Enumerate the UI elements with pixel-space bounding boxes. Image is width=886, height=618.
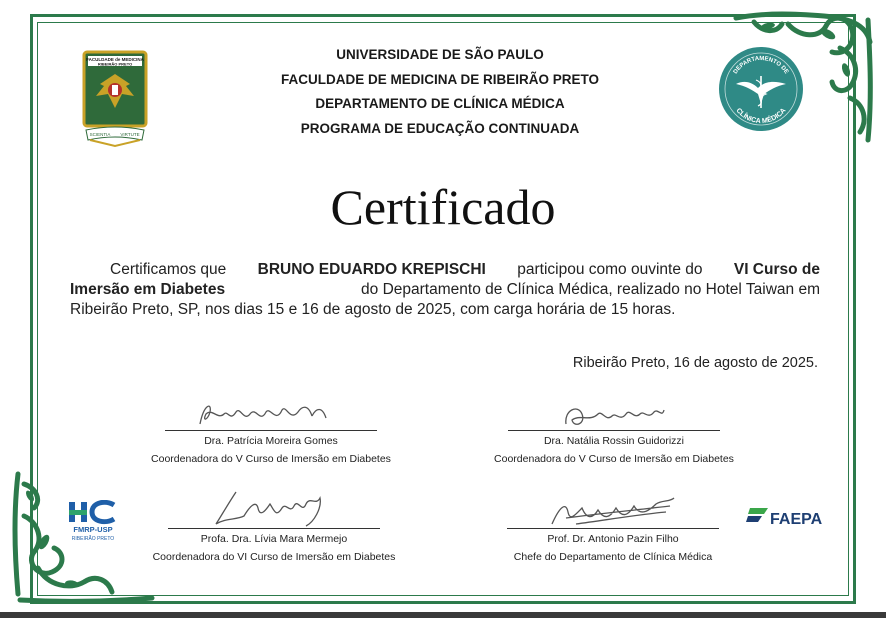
signature-block-4 (482, 528, 744, 564)
hc-fmrp-logo (66, 500, 120, 542)
certificate-title: Certificado (330, 179, 556, 235)
bottom-bar (0, 612, 886, 618)
signatory-role-3: Coordenadora do VI Curso de Imersão em Diabetes (152, 551, 396, 563)
header-university: UNIVERSIDADE DE SÃO PAULO (336, 47, 544, 62)
body-line-3 (70, 300, 820, 320)
hc-logo-line1: FMRP-USP (73, 525, 113, 534)
course-name-part2: Imersão em Diabetes (70, 281, 226, 298)
hc-logo-line2: RIBEIRÃO PRETO (71, 536, 115, 542)
signature-block-3 (140, 528, 408, 564)
signatory-name-4: Prof. Dr. Antonio Pazin Filho (547, 533, 679, 545)
body-line-1 (70, 260, 820, 280)
signature-antonio-pazin (546, 494, 678, 530)
signature-patricia-gomes (190, 398, 340, 432)
header-faculty: FACULDADE DE MEDICINA DE RIBEIRÃO PRETO (280, 71, 600, 87)
participant-name: BRUNO EDUARDO KREPISCHI (257, 261, 486, 278)
signatory-name-1: Dra. Patrícia Moreira Gomes (204, 435, 338, 447)
body-text-venue: do Departamento de Clínica Médica, realizado no Hotel Taiwan em (361, 281, 820, 298)
signatory-name-2: Dra. Natália Rossin Guidorizzi (543, 435, 685, 447)
signatory-role-2: Coordenadora do V Curso de Imersão em Diabetes (494, 453, 734, 465)
crest-top-text: FACULDADE de MEDICINA (86, 57, 144, 62)
fmrp-crest-logo (82, 50, 148, 148)
body-text-participation: participou como ouvinte do (517, 261, 703, 278)
course-name-part1: VI Curso de (733, 261, 820, 278)
crest-ribbon-left: SCIENTIA (89, 132, 111, 137)
body-line-2 (70, 280, 820, 300)
signature-line-4 (507, 528, 719, 529)
body-text-dates: Ribeirão Preto, SP, nos dias 15 e 16 de agosto de 2025, com carga horária de 15 horas. (70, 301, 676, 318)
header-department: DEPARTAMENTO DE CLÍNICA MÉDICA (315, 96, 565, 111)
signatory-role-1: Coordenadora do V Curso de Imersão em Diabetes (151, 453, 391, 465)
clinica-medica-seal (718, 46, 804, 132)
crest-ribbon-right: VIRTUTE (120, 132, 140, 137)
signature-block-2 (480, 430, 748, 466)
issue-date: Ribeirão Preto, 16 de agosto de 2025. (572, 355, 818, 371)
seal-bottom-text: CLÍNICA MÉDICA (734, 107, 788, 126)
header-program: PROGRAMA DE EDUCAÇÃO CONTINUADA (300, 120, 580, 136)
crest-sub-text: RIBEIRÃO PRETO (97, 61, 133, 67)
signatory-role-4: Chefe do Departamento de Clínica Médica (513, 551, 713, 563)
signature-line-3 (168, 528, 380, 529)
signature-natalia-guidorizzi (560, 400, 670, 432)
faepa-logo (746, 504, 842, 532)
faepa-logo-text: FAEPA (770, 511, 823, 528)
signature-line-2 (508, 430, 720, 431)
institution-header (230, 43, 650, 141)
signature-line-1 (165, 430, 377, 431)
signature-block-1 (140, 430, 402, 466)
certificate-body (70, 260, 820, 320)
signatory-name-3: Profa. Dra. Lívia Mara Mermejo (200, 533, 348, 545)
seal-top-text: DEPARTAMENTO DE (732, 55, 790, 76)
signature-livia-mermejo (206, 488, 332, 530)
body-text-intro: Certificamos que (110, 261, 227, 278)
